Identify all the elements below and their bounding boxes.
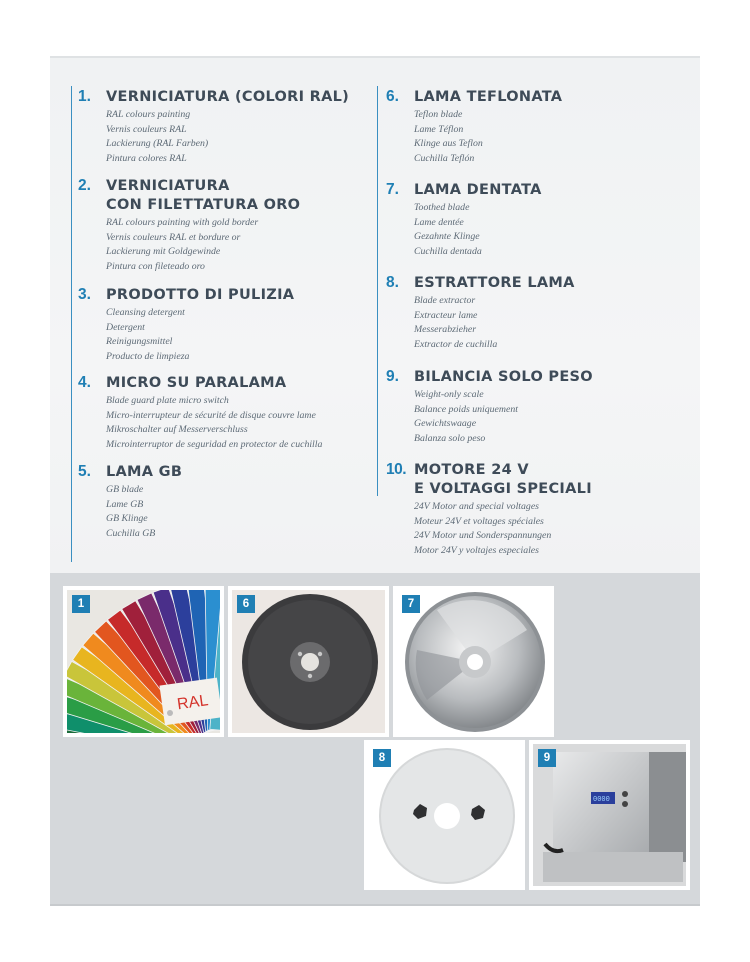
option-item-3 <box>78 286 294 364</box>
option-item-7 <box>386 181 542 259</box>
option-subtitle-fr: Vernis couleurs RAL et bordure or <box>106 231 241 243</box>
option-subtitle-en: Blade extractor <box>414 295 476 306</box>
option-number: 6. <box>386 88 399 105</box>
option-title: MOTORE 24 V <box>414 462 529 478</box>
photo-toothed-blade <box>393 586 554 737</box>
photo-ral-color-fan <box>63 586 224 737</box>
option-title: VERNICIATURA (COLORI RAL) <box>106 89 350 105</box>
option-subtitle-en: 24V Motor and special voltages <box>414 501 539 512</box>
right-column-rule <box>377 86 378 496</box>
option-item-8 <box>386 274 575 352</box>
option-subtitle-en: Blade guard plate micro switch <box>106 395 229 406</box>
option-number: 10. <box>386 461 407 478</box>
photo-badge: 8 <box>373 749 391 767</box>
photo-teflon-blade <box>228 586 389 737</box>
option-number: 3. <box>78 286 91 303</box>
option-item-2 <box>78 177 300 274</box>
option-title: PRODOTTO DI PULIZIA <box>106 287 295 303</box>
option-subtitle-de: Lackierung mit Goldgewinde <box>106 246 221 258</box>
option-subtitle-fr: Detergent <box>106 321 145 333</box>
option-subtitle-de: Lackierung (RAL Farben) <box>106 138 209 150</box>
option-subtitle-de: Reinigungsmittel <box>106 336 173 348</box>
option-subtitle-en: GB blade <box>106 484 144 495</box>
scale-display-readout: 0000 <box>593 796 610 804</box>
option-subtitle-en: Weight-only scale <box>414 389 484 400</box>
option-subtitle-de: Mikroschalter auf Messerverschluss <box>106 424 248 436</box>
photo-weight-only-scale <box>529 740 690 890</box>
option-number: 9. <box>386 368 399 385</box>
option-number: 4. <box>78 374 91 391</box>
option-subtitle-fr: Lame GB <box>106 498 144 510</box>
option-title-line-2: CON FILETTATURA ORO <box>106 197 301 213</box>
option-subtitle-en: Toothed blade <box>414 202 470 213</box>
option-subtitle-es: Cuchilla Teflón <box>414 152 475 164</box>
option-title: MICRO SU PARALAMA <box>106 375 287 391</box>
option-subtitle-fr: Vernis couleurs RAL <box>106 123 187 135</box>
option-subtitle-fr: Lame Téflon <box>414 123 464 135</box>
option-number: 8. <box>386 274 399 291</box>
option-subtitle-en: Teflon blade <box>414 109 463 120</box>
option-title: LAMA TEFLONATA <box>414 89 563 105</box>
option-subtitle-es: Producto de limpieza <box>106 350 190 362</box>
option-item-10 <box>386 461 592 558</box>
option-subtitle-de: Messerabzieher <box>414 324 477 336</box>
option-item-5 <box>78 463 182 541</box>
option-subtitle-de: 24V Motor und Sonderspannungen <box>414 530 552 542</box>
option-subtitle-es: Extractor de cuchilla <box>414 338 498 350</box>
photo-badge: 7 <box>402 595 420 613</box>
option-subtitle-fr: Balance poids uniquement <box>414 403 518 415</box>
option-subtitle-es: Pintura colores RAL <box>106 152 187 164</box>
option-number: 7. <box>386 181 399 198</box>
option-subtitle-es: Cuchilla dentada <box>414 245 482 257</box>
option-subtitle-en: RAL colours painting with gold border <box>106 217 259 228</box>
option-number: 5. <box>78 463 91 480</box>
photo-blade-extractor <box>364 740 525 890</box>
option-title: ESTRATTORE LAMA <box>414 275 575 291</box>
photo-badge: 6 <box>237 595 255 613</box>
option-item-4 <box>78 374 322 452</box>
option-subtitle-es: Pintura con fileteado oro <box>106 260 205 272</box>
option-subtitle-es: Microinterruptor de seguridad en protector de cuchilla <box>106 438 323 450</box>
option-subtitle-de: GB Klinge <box>106 513 148 525</box>
option-item-6 <box>386 88 562 166</box>
option-subtitle-fr: Micro-interrupteur de sécurité de disque couvre lame <box>106 409 316 421</box>
option-subtitle-fr: Lame dentée <box>414 216 464 228</box>
option-subtitle-fr: Moteur 24V et voltages spéciales <box>414 515 544 527</box>
option-subtitle-de: Gewichtswaage <box>414 418 477 430</box>
option-subtitle-es: Cuchilla GB <box>106 527 156 539</box>
option-subtitle-de: Klinge aus Teflon <box>414 138 483 150</box>
option-subtitle-es: Motor 24V y voltajes especiales <box>414 544 539 556</box>
option-subtitle-en: RAL colours painting <box>106 109 191 120</box>
ral-label: RAL <box>176 692 210 714</box>
option-number: 1. <box>78 88 91 105</box>
option-item-1 <box>78 88 349 166</box>
photo-badge: 1 <box>72 595 90 613</box>
option-subtitle-fr: Extracteur lame <box>414 309 478 321</box>
left-column-rule <box>71 86 72 562</box>
option-subtitle-es: Balanza solo peso <box>414 432 486 444</box>
option-item-9 <box>386 368 593 446</box>
option-title: LAMA DENTATA <box>414 182 542 198</box>
option-number: 2. <box>78 177 91 194</box>
option-title-line-2: E VOLTAGGI SPECIALI <box>414 481 592 497</box>
option-subtitle-en: Cleansing detergent <box>106 307 185 318</box>
photo-badge: 9 <box>538 749 556 767</box>
option-subtitle-de: Gezahnte Klinge <box>414 231 480 243</box>
option-title: VERNICIATURA <box>106 178 230 194</box>
option-title: BILANCIA SOLO PESO <box>414 369 593 385</box>
option-title: LAMA GB <box>106 464 183 480</box>
